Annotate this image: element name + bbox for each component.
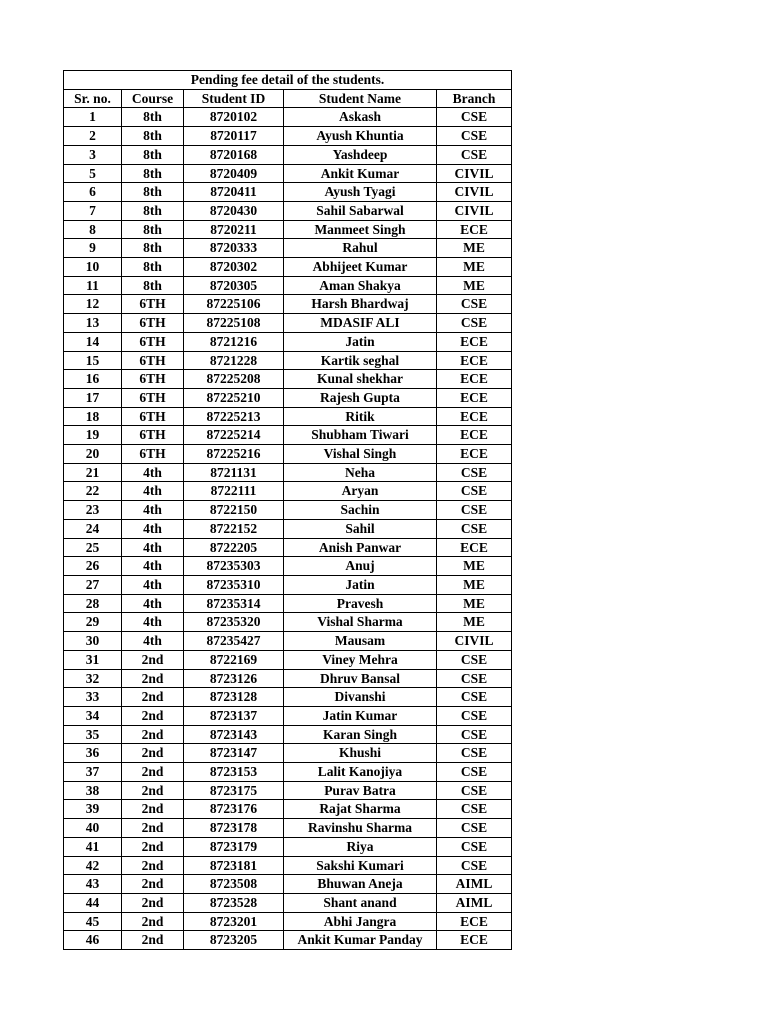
student-name-cell: Lalit Kanojiya — [284, 763, 437, 782]
student-id-cell: 87225214 — [184, 426, 284, 445]
pending-fee-table — [63, 70, 512, 950]
course-cell: 2nd — [122, 706, 184, 725]
table-row — [64, 127, 512, 146]
course-cell: 2nd — [122, 763, 184, 782]
title-row — [64, 71, 512, 90]
table-row — [64, 183, 512, 202]
student-name-cell: Divanshi — [284, 688, 437, 707]
student-id-cell: 8722111 — [184, 482, 284, 501]
student-name-cell: Viney Mehra — [284, 650, 437, 669]
branch-cell: CSE — [437, 837, 512, 856]
branch-cell: AIML — [437, 875, 512, 894]
table-row — [64, 669, 512, 688]
table-row — [64, 725, 512, 744]
sr-no-cell: 16 — [64, 370, 122, 389]
branch-cell: CSE — [437, 463, 512, 482]
branch-cell: ECE — [437, 445, 512, 464]
student-id-cell: 8722205 — [184, 538, 284, 557]
student-name-cell: Manmeet Singh — [284, 220, 437, 239]
student-name-cell: Ayush Tyagi — [284, 183, 437, 202]
student-id-cell: 8723508 — [184, 875, 284, 894]
sr-no-cell: 36 — [64, 744, 122, 763]
student-id-cell: 8723176 — [184, 800, 284, 819]
student-name-cell: Ankit Kumar Panday — [284, 931, 437, 950]
student-id-cell: 8720409 — [184, 164, 284, 183]
sr-no-cell: 33 — [64, 688, 122, 707]
header-course: Course — [122, 89, 184, 108]
student-name-cell: Rajesh Gupta — [284, 388, 437, 407]
course-cell: 2nd — [122, 893, 184, 912]
table-row — [64, 445, 512, 464]
sr-no-cell: 37 — [64, 763, 122, 782]
table-row — [64, 744, 512, 763]
student-id-cell: 8720333 — [184, 239, 284, 258]
course-cell: 8th — [122, 258, 184, 277]
sr-no-cell: 1 — [64, 108, 122, 127]
table-row — [64, 763, 512, 782]
table-row — [64, 706, 512, 725]
student-name-cell: Jatin — [284, 332, 437, 351]
sr-no-cell: 29 — [64, 613, 122, 632]
branch-cell: ME — [437, 594, 512, 613]
table-row — [64, 332, 512, 351]
branch-cell: CSE — [437, 706, 512, 725]
student-name-cell: Rajat Sharma — [284, 800, 437, 819]
sr-no-cell: 44 — [64, 893, 122, 912]
sr-no-cell: 45 — [64, 912, 122, 931]
student-name-cell: Aman Shakya — [284, 276, 437, 295]
student-name-cell: Sahil Sabarwal — [284, 201, 437, 220]
student-id-cell: 8722152 — [184, 519, 284, 538]
course-cell: 6TH — [122, 445, 184, 464]
student-name-cell: Vishal Singh — [284, 445, 437, 464]
table-row — [64, 688, 512, 707]
table-row — [64, 239, 512, 258]
student-id-cell: 8720305 — [184, 276, 284, 295]
student-id-cell: 87235320 — [184, 613, 284, 632]
course-cell: 2nd — [122, 912, 184, 931]
student-id-cell: 8723181 — [184, 856, 284, 875]
student-id-cell: 87225106 — [184, 295, 284, 314]
student-name-cell: Riya — [284, 837, 437, 856]
student-name-cell: Jatin — [284, 575, 437, 594]
course-cell: 8th — [122, 201, 184, 220]
student-id-cell: 87235303 — [184, 557, 284, 576]
student-name-cell: Sakshi Kumari — [284, 856, 437, 875]
student-name-cell: Ankit Kumar — [284, 164, 437, 183]
sr-no-cell: 2 — [64, 127, 122, 146]
student-name-cell: Sahil — [284, 519, 437, 538]
course-cell: 8th — [122, 127, 184, 146]
sr-no-cell: 34 — [64, 706, 122, 725]
table-row — [64, 800, 512, 819]
student-name-cell: Mausam — [284, 632, 437, 651]
branch-cell: ECE — [437, 388, 512, 407]
student-name-cell: Pravesh — [284, 594, 437, 613]
student-name-cell: Rahul — [284, 239, 437, 258]
student-id-cell: 87235310 — [184, 575, 284, 594]
student-name-cell: Khushi — [284, 744, 437, 763]
table-row — [64, 875, 512, 894]
course-cell: 8th — [122, 239, 184, 258]
student-id-cell: 87235314 — [184, 594, 284, 613]
branch-cell: ECE — [437, 332, 512, 351]
branch-cell: ME — [437, 258, 512, 277]
sr-no-cell: 35 — [64, 725, 122, 744]
student-id-cell: 8720117 — [184, 127, 284, 146]
student-name-cell: Abhijeet Kumar — [284, 258, 437, 277]
table-row — [64, 575, 512, 594]
course-cell: 4th — [122, 575, 184, 594]
table-row — [64, 594, 512, 613]
course-cell: 4th — [122, 557, 184, 576]
course-cell: 8th — [122, 145, 184, 164]
student-name-cell: Dhruv Bansal — [284, 669, 437, 688]
student-id-cell: 8720168 — [184, 145, 284, 164]
course-cell: 8th — [122, 108, 184, 127]
course-cell: 8th — [122, 164, 184, 183]
course-cell: 2nd — [122, 650, 184, 669]
sr-no-cell: 43 — [64, 875, 122, 894]
student-name-cell: Aryan — [284, 482, 437, 501]
sr-no-cell: 26 — [64, 557, 122, 576]
branch-cell: ECE — [437, 912, 512, 931]
student-id-cell: 87225108 — [184, 314, 284, 333]
table-row — [64, 145, 512, 164]
branch-cell: ME — [437, 575, 512, 594]
table-row — [64, 912, 512, 931]
course-cell: 6TH — [122, 426, 184, 445]
sr-no-cell: 30 — [64, 632, 122, 651]
student-name-cell: Ayush Khuntia — [284, 127, 437, 146]
course-cell: 4th — [122, 594, 184, 613]
student-id-cell: 8723143 — [184, 725, 284, 744]
sr-no-cell: 39 — [64, 800, 122, 819]
sr-no-cell: 42 — [64, 856, 122, 875]
sr-no-cell: 27 — [64, 575, 122, 594]
student-id-cell: 8722169 — [184, 650, 284, 669]
student-name-cell: Sachin — [284, 501, 437, 520]
sr-no-cell: 5 — [64, 164, 122, 183]
sr-no-cell: 13 — [64, 314, 122, 333]
table-row — [64, 519, 512, 538]
course-cell: 8th — [122, 220, 184, 239]
student-id-cell: 8720430 — [184, 201, 284, 220]
student-name-cell: Kunal shekhar — [284, 370, 437, 389]
table-title: Pending fee detail of the students. — [64, 71, 512, 90]
student-id-cell: 8720302 — [184, 258, 284, 277]
branch-cell: AIML — [437, 893, 512, 912]
course-cell: 2nd — [122, 725, 184, 744]
table-row — [64, 819, 512, 838]
table-row — [64, 370, 512, 389]
course-cell: 2nd — [122, 781, 184, 800]
header-student-name: Student Name — [284, 89, 437, 108]
student-name-cell: Anish Panwar — [284, 538, 437, 557]
student-id-cell: 8723528 — [184, 893, 284, 912]
sr-no-cell: 40 — [64, 819, 122, 838]
table-row — [64, 650, 512, 669]
student-id-cell: 8723178 — [184, 819, 284, 838]
course-cell: 4th — [122, 538, 184, 557]
branch-cell: CSE — [437, 108, 512, 127]
branch-cell: ME — [437, 613, 512, 632]
student-id-cell: 87235427 — [184, 632, 284, 651]
branch-cell: CSE — [437, 295, 512, 314]
sr-no-cell: 12 — [64, 295, 122, 314]
branch-cell: ECE — [437, 407, 512, 426]
branch-cell: ECE — [437, 351, 512, 370]
branch-cell: CSE — [437, 501, 512, 520]
sr-no-cell: 3 — [64, 145, 122, 164]
header-sr-no: Sr. no. — [64, 89, 122, 108]
student-id-cell: 8723128 — [184, 688, 284, 707]
course-cell: 6TH — [122, 370, 184, 389]
branch-cell: CSE — [437, 145, 512, 164]
student-id-cell: 8722150 — [184, 501, 284, 520]
table-row — [64, 538, 512, 557]
branch-cell: ECE — [437, 426, 512, 445]
sr-no-cell: 38 — [64, 781, 122, 800]
branch-cell: ME — [437, 557, 512, 576]
sr-no-cell: 31 — [64, 650, 122, 669]
table-row — [64, 893, 512, 912]
student-id-cell: 8723201 — [184, 912, 284, 931]
branch-cell: CSE — [437, 744, 512, 763]
course-cell: 2nd — [122, 931, 184, 950]
sr-no-cell: 18 — [64, 407, 122, 426]
sr-no-cell: 7 — [64, 201, 122, 220]
student-name-cell: Askash — [284, 108, 437, 127]
branch-cell: ME — [437, 276, 512, 295]
table-row — [64, 407, 512, 426]
branch-cell: CSE — [437, 819, 512, 838]
student-name-cell: Kartik seghal — [284, 351, 437, 370]
sr-no-cell: 20 — [64, 445, 122, 464]
sr-no-cell: 22 — [64, 482, 122, 501]
sr-no-cell: 32 — [64, 669, 122, 688]
sr-no-cell: 46 — [64, 931, 122, 950]
course-cell: 4th — [122, 482, 184, 501]
course-cell: 6TH — [122, 314, 184, 333]
table-row — [64, 108, 512, 127]
header-student-id: Student ID — [184, 89, 284, 108]
branch-cell: CSE — [437, 482, 512, 501]
table-row — [64, 837, 512, 856]
sr-no-cell: 8 — [64, 220, 122, 239]
branch-cell: ECE — [437, 220, 512, 239]
student-name-cell: Harsh Bhardwaj — [284, 295, 437, 314]
sr-no-cell: 41 — [64, 837, 122, 856]
student-id-cell: 8723175 — [184, 781, 284, 800]
header-row — [64, 89, 512, 108]
student-id-cell: 87225210 — [184, 388, 284, 407]
table-body — [64, 108, 512, 950]
student-id-cell: 8721131 — [184, 463, 284, 482]
sr-no-cell: 11 — [64, 276, 122, 295]
course-cell: 4th — [122, 632, 184, 651]
branch-cell: ECE — [437, 370, 512, 389]
branch-cell: CSE — [437, 519, 512, 538]
course-cell: 2nd — [122, 744, 184, 763]
branch-cell: ME — [437, 239, 512, 258]
student-name-cell: Jatin Kumar — [284, 706, 437, 725]
student-name-cell: Bhuwan Aneja — [284, 875, 437, 894]
sr-no-cell: 24 — [64, 519, 122, 538]
table-row — [64, 295, 512, 314]
header-branch: Branch — [437, 89, 512, 108]
student-name-cell: Yashdeep — [284, 145, 437, 164]
table-row — [64, 482, 512, 501]
sr-no-cell: 9 — [64, 239, 122, 258]
branch-cell: CSE — [437, 650, 512, 669]
course-cell: 2nd — [122, 819, 184, 838]
student-id-cell: 8723137 — [184, 706, 284, 725]
branch-cell: ECE — [437, 538, 512, 557]
student-name-cell: Ravinshu Sharma — [284, 819, 437, 838]
course-cell: 2nd — [122, 669, 184, 688]
sr-no-cell: 6 — [64, 183, 122, 202]
sr-no-cell: 21 — [64, 463, 122, 482]
student-id-cell: 8720411 — [184, 183, 284, 202]
student-id-cell: 8721216 — [184, 332, 284, 351]
table-row — [64, 220, 512, 239]
course-cell: 6TH — [122, 295, 184, 314]
course-cell: 8th — [122, 183, 184, 202]
student-id-cell: 8721228 — [184, 351, 284, 370]
course-cell: 2nd — [122, 875, 184, 894]
student-id-cell: 8723126 — [184, 669, 284, 688]
sr-no-cell: 28 — [64, 594, 122, 613]
student-id-cell: 8723153 — [184, 763, 284, 782]
student-id-cell: 87225216 — [184, 445, 284, 464]
course-cell: 4th — [122, 519, 184, 538]
course-cell: 6TH — [122, 332, 184, 351]
branch-cell: CSE — [437, 314, 512, 333]
table-row — [64, 632, 512, 651]
sr-no-cell: 14 — [64, 332, 122, 351]
student-id-cell: 87225213 — [184, 407, 284, 426]
table-row — [64, 781, 512, 800]
course-cell: 6TH — [122, 388, 184, 407]
student-name-cell: Abhi Jangra — [284, 912, 437, 931]
course-cell: 2nd — [122, 800, 184, 819]
branch-cell: CSE — [437, 688, 512, 707]
sr-no-cell: 17 — [64, 388, 122, 407]
student-name-cell: Neha — [284, 463, 437, 482]
student-id-cell: 87225208 — [184, 370, 284, 389]
table-row — [64, 557, 512, 576]
course-cell: 4th — [122, 501, 184, 520]
table-row — [64, 314, 512, 333]
sr-no-cell: 15 — [64, 351, 122, 370]
course-cell: 4th — [122, 613, 184, 632]
branch-cell: CSE — [437, 763, 512, 782]
student-id-cell: 8720211 — [184, 220, 284, 239]
branch-cell: CSE — [437, 725, 512, 744]
student-name-cell: Shubham Tiwari — [284, 426, 437, 445]
branch-cell: ECE — [437, 931, 512, 950]
student-id-cell: 8723147 — [184, 744, 284, 763]
sr-no-cell: 23 — [64, 501, 122, 520]
table-row — [64, 501, 512, 520]
branch-cell: CSE — [437, 669, 512, 688]
sr-no-cell: 19 — [64, 426, 122, 445]
branch-cell: CSE — [437, 127, 512, 146]
course-cell: 2nd — [122, 688, 184, 707]
student-id-cell: 8723179 — [184, 837, 284, 856]
student-name-cell: Karan Singh — [284, 725, 437, 744]
branch-cell: CSE — [437, 856, 512, 875]
student-id-cell: 8723205 — [184, 931, 284, 950]
course-cell: 6TH — [122, 407, 184, 426]
student-id-cell: 8720102 — [184, 108, 284, 127]
branch-cell: CIVIL — [437, 201, 512, 220]
student-name-cell: Anuj — [284, 557, 437, 576]
sr-no-cell: 10 — [64, 258, 122, 277]
course-cell: 6TH — [122, 351, 184, 370]
course-cell: 2nd — [122, 837, 184, 856]
branch-cell: CIVIL — [437, 164, 512, 183]
branch-cell: CIVIL — [437, 632, 512, 651]
branch-cell: CSE — [437, 800, 512, 819]
student-name-cell: Ritik — [284, 407, 437, 426]
course-cell: 4th — [122, 463, 184, 482]
table-row — [64, 351, 512, 370]
student-name-cell: MDASIF ALI — [284, 314, 437, 333]
table-row — [64, 164, 512, 183]
student-name-cell: Vishal Sharma — [284, 613, 437, 632]
table-row — [64, 258, 512, 277]
table-row — [64, 931, 512, 950]
sr-no-cell: 25 — [64, 538, 122, 557]
table-row — [64, 463, 512, 482]
student-name-cell: Shant anand — [284, 893, 437, 912]
table-row — [64, 276, 512, 295]
student-name-cell: Purav Batra — [284, 781, 437, 800]
table-row — [64, 426, 512, 445]
table-row — [64, 388, 512, 407]
branch-cell: CSE — [437, 781, 512, 800]
table-row — [64, 201, 512, 220]
table-row — [64, 856, 512, 875]
table-row — [64, 613, 512, 632]
course-cell: 2nd — [122, 856, 184, 875]
branch-cell: CIVIL — [437, 183, 512, 202]
course-cell: 8th — [122, 276, 184, 295]
